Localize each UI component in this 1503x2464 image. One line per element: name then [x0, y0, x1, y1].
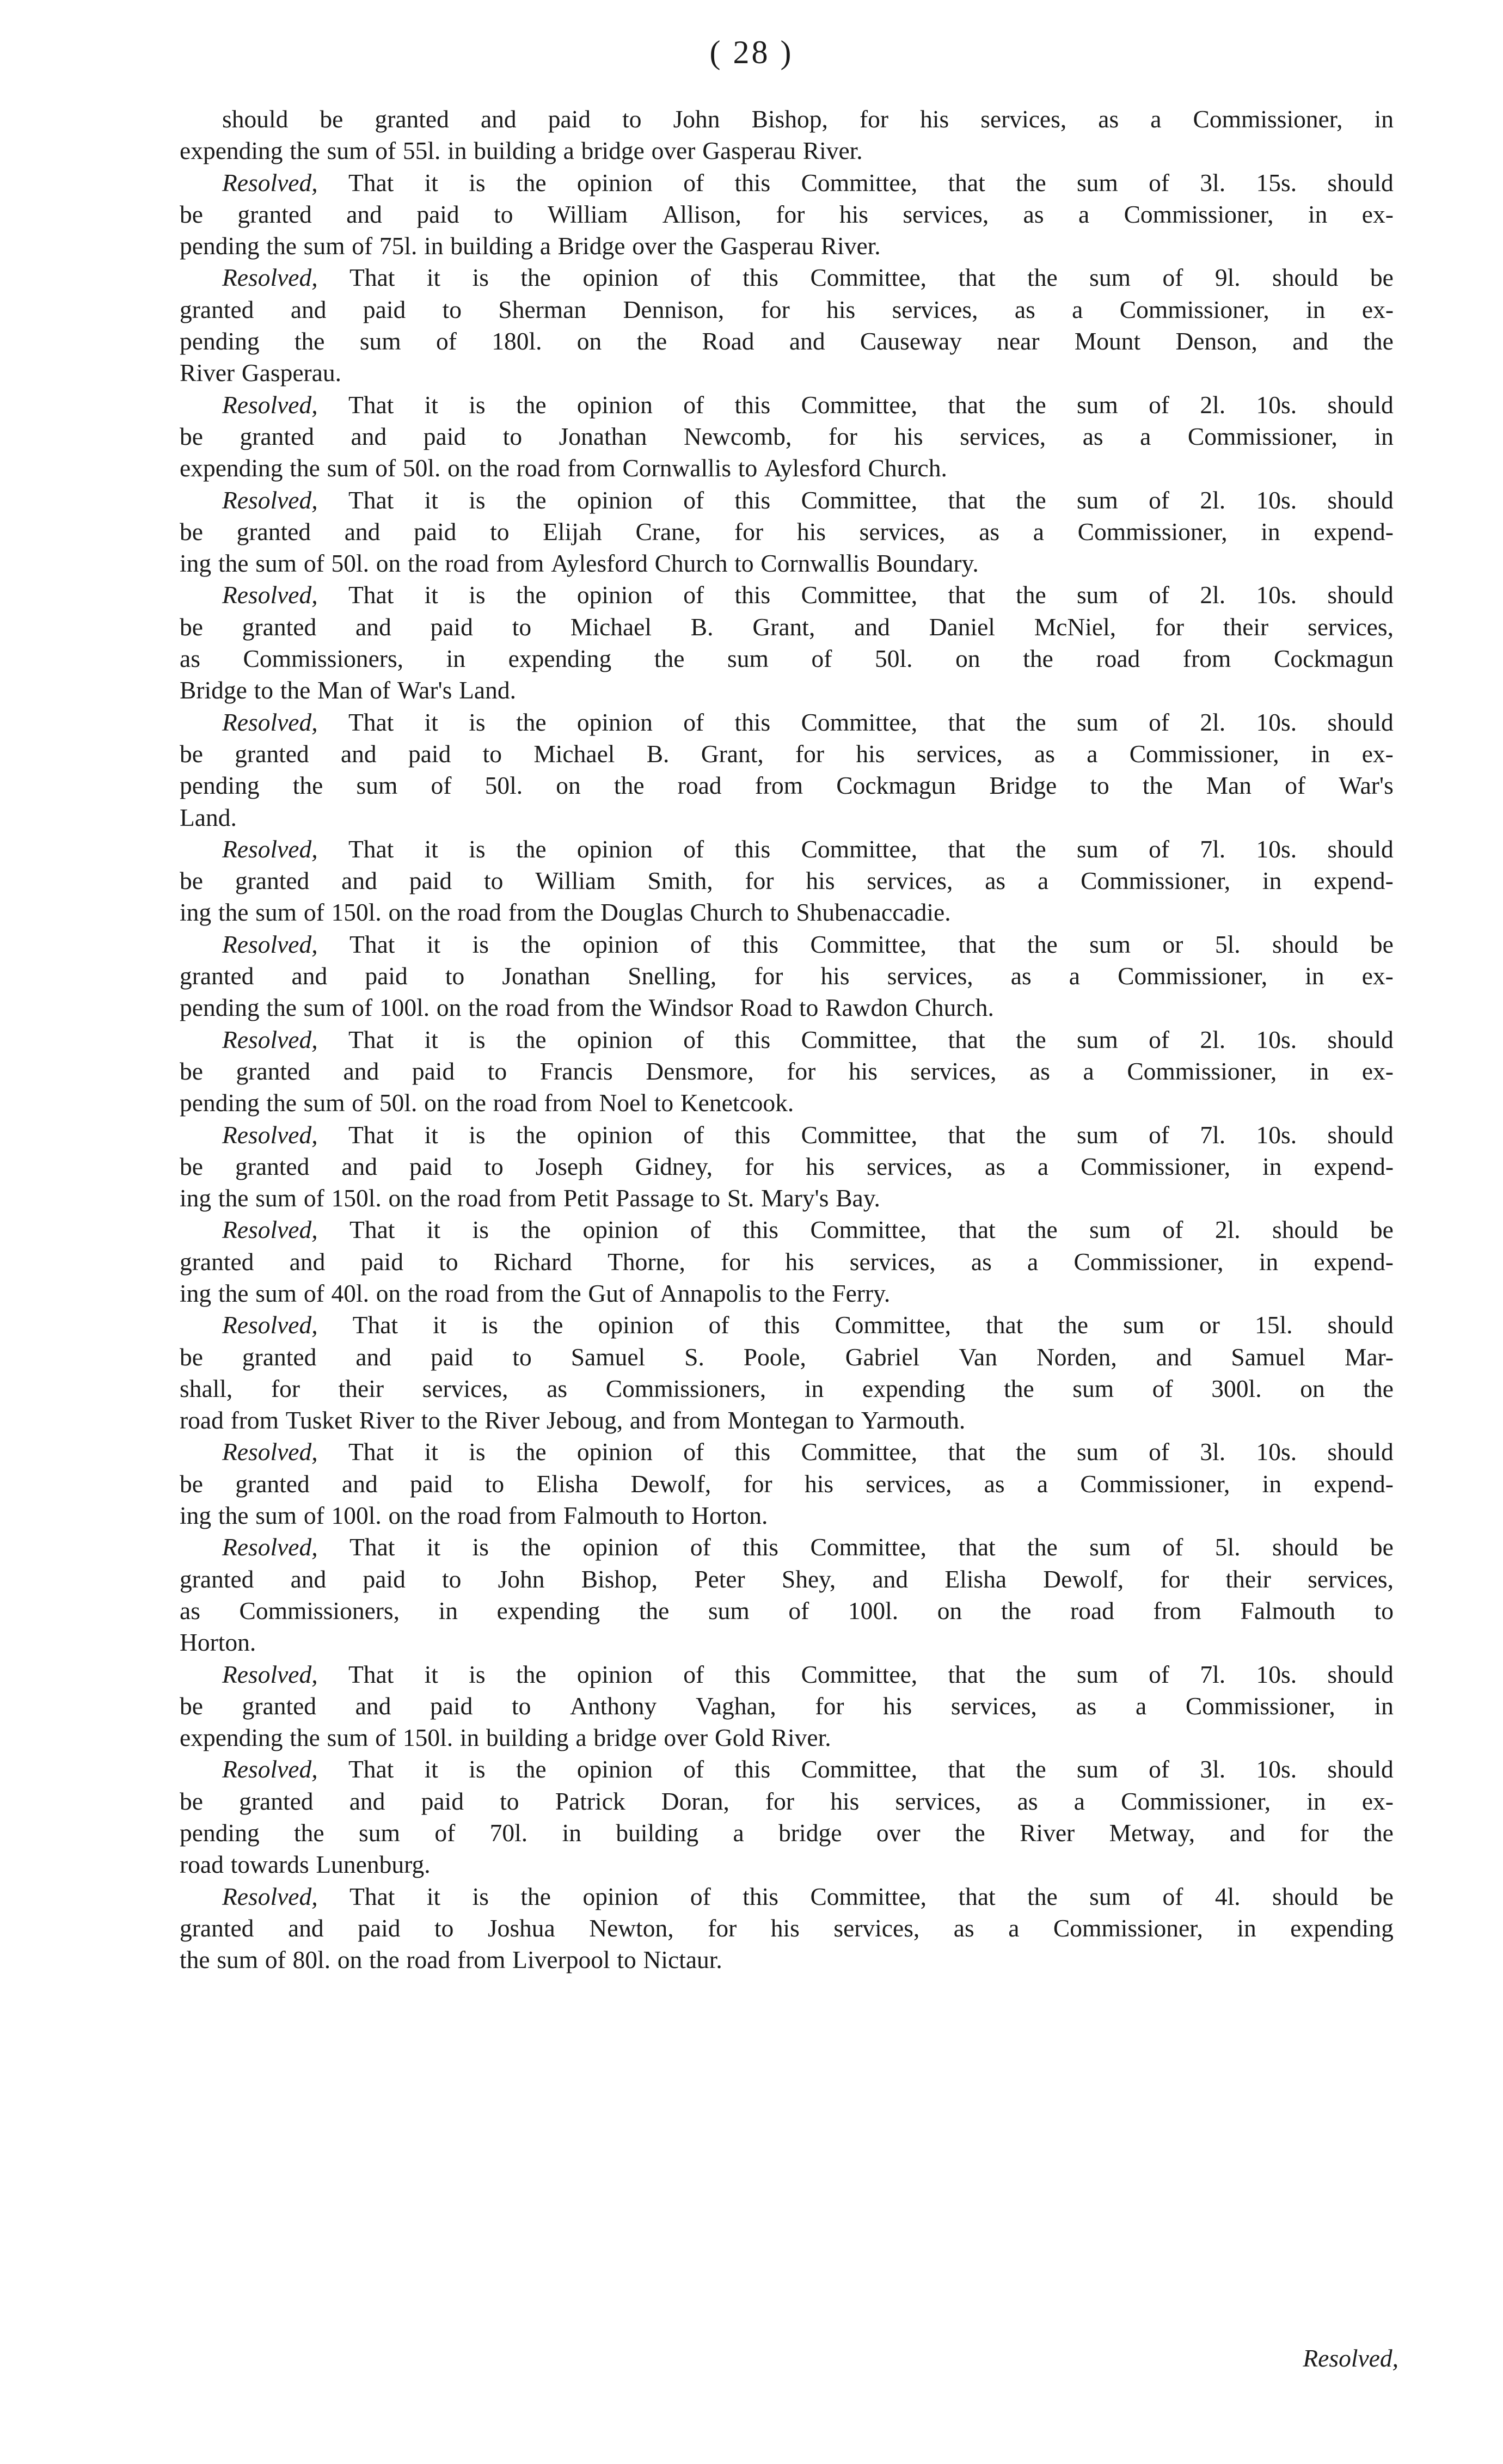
text-line: be granted and paid to Francis Densmore, for his services, as a Commissioner, in ex-: [180, 1057, 1394, 1085]
text-line: granted and paid to John Bishop, Peter Shey, and Elisha Dewolf, for their services,: [180, 1565, 1394, 1593]
text-line: be granted and paid to Anthony Vaghan, for his services, as a Commissioner, in: [180, 1691, 1394, 1720]
text-line: as Commissioners, in expending the sum of 50l. on the road from Cockmagun: [180, 645, 1394, 673]
text-line: road from Tusket River to the River Jeboug, and from Montegan to Yarmouth.: [180, 1406, 966, 1435]
text-line: the sum of 80l. on the road from Liverpool to Nictaur.: [180, 1946, 722, 1974]
resolution-paragraph: [180, 1119, 1394, 1215]
text-line: Resolved, That it is the opinion of this Committee, that the sum of 7l. 10s. should: [222, 1660, 1394, 1688]
text-line: road towards Lunenburg.: [180, 1850, 431, 1879]
resolution-paragraph: [180, 707, 1394, 833]
text-line: Resolved, That it is the opinion of this Committee, that the sum of 3l. 15s. should: [222, 168, 1394, 197]
text-line: Resolved, That it is the opinion of this Committee, that the sum of 9l. should be: [222, 263, 1394, 292]
text-line: Horton.: [180, 1628, 256, 1657]
text-line: ing the sum of 40l. on the road from the Gut of Annapolis to the Ferry.: [180, 1279, 891, 1307]
resolution-paragraph: [180, 103, 1394, 167]
text-line: ing the sum of 150l. on the road from the Douglas Church to Shubenaccadie.: [180, 898, 951, 927]
text-line: Resolved, That it is the opinion of this Committee, that the sum or 5l. should be: [222, 930, 1394, 958]
text-line: Resolved, That it is the opinion of this Committee, that the sum of 2l. should be: [222, 1216, 1394, 1244]
text-line: be granted and paid to Samuel S. Poole, Gabriel Van Norden, and Samuel Mar-: [180, 1343, 1394, 1371]
text-line: be granted and paid to Michael B. Grant, for his services, as a Commissioner, in ex-: [180, 739, 1394, 768]
text-line: granted and paid to Richard Thorne, for his services, as a Commissioner, in expend-: [180, 1247, 1394, 1276]
resolution-paragraph: [180, 929, 1394, 1024]
text-line: pending the sum of 75l. in building a Bridge over the Gasperau River.: [180, 232, 881, 260]
text-line: be granted and paid to William Smith, for his services, as a Commissioner, in expend-: [180, 867, 1394, 895]
resolution-paragraph: [180, 1659, 1394, 1754]
text-line: Land.: [180, 803, 237, 831]
resolution-paragraph: [180, 1531, 1394, 1658]
text-line: Resolved, That it is the opinion of this Committee, that the sum of 7l. 10s. should: [222, 1120, 1394, 1149]
page-number: ( 28 ): [709, 34, 794, 70]
resolution-paragraph: [180, 1436, 1394, 1531]
text-line: expending the sum of 150l. in building a bridge over Gold River.: [180, 1724, 831, 1752]
text-line: Resolved, That it is the opinion of this Committee, that the sum of 3l. 10s. should: [222, 1755, 1394, 1783]
text-line: pending the sum of 180l. on the Road and Causeway near Mount Denson, and the: [180, 327, 1394, 355]
text-line: pending the sum of 50l. on the road from Cockmagun Bridge to the Man of War's: [180, 771, 1394, 800]
text-line: pending the sum of 70l. in building a bridge over the River Metway, and for the: [180, 1819, 1394, 1847]
text-line: expending the sum of 50l. on the road from Cornwallis to Aylesford Church.: [180, 454, 947, 482]
text-line: ing the sum of 50l. on the road from Aylesford Church to Cornwallis Boundary.: [180, 549, 979, 578]
text-line: Resolved, That it is the opinion of this Committee, that the sum of 3l. 10s. should: [222, 1438, 1394, 1466]
text-line: be granted and paid to Joseph Gidney, for his services, as a Commissioner, in expend-: [180, 1152, 1394, 1180]
resolution-paragraph: [180, 833, 1394, 929]
text-line: be granted and paid to William Allison, for his services, as a Commissioner, in ex-: [180, 200, 1394, 228]
resolution-paragraph: [180, 167, 1394, 262]
text-line: be granted and paid to Michael B. Grant, and Daniel McNiel, for their services,: [180, 612, 1394, 641]
text-line: expending the sum of 55l. in building a bridge over Gasperau River.: [180, 137, 863, 165]
text-line: ing the sum of 100l. on the road from Falmouth to Horton.: [180, 1501, 768, 1530]
text-line: shall, for their services, as Commissioners, in expending the sum of 300l. on the: [180, 1374, 1394, 1402]
text-line: Bridge to the Man of War's Land.: [180, 676, 516, 704]
text-line: granted and paid to Jonathan Snelling, for his services, as a Commissioner, in ex-: [180, 962, 1394, 990]
resolution-paragraph: [180, 262, 1394, 389]
text-line: be granted and paid to Jonathan Newcomb, for his services, as a Commissioner, in: [180, 422, 1394, 450]
text-line: Resolved, That it is the opinion of this Committee, that the sum of 2l. 10s. should: [222, 390, 1394, 419]
text-line: be granted and paid to Patrick Doran, for his services, as a Commissioner, in ex-: [180, 1787, 1394, 1815]
resolution-paragraph: [180, 485, 1394, 580]
text-line: granted and paid to Sherman Dennison, for his services, as a Commissioner, in ex-: [180, 295, 1394, 323]
resolution-paragraph: [180, 579, 1394, 706]
text-line: should be granted and paid to John Bishop, for his services, as a Commissioner, in: [222, 105, 1394, 133]
text-line: Resolved, That it is the opinion of this Committee, that the sum of 2l. 10s. should: [222, 581, 1394, 609]
text-line: ing the sum of 150l. on the road from Petit Passage to St. Mary's Bay.: [180, 1184, 880, 1212]
text-line: granted and paid to Joshua Newton, for his services, as a Commissioner, in expending: [180, 1914, 1394, 1942]
text-line: be granted and paid to Elijah Crane, for his services, as a Commissioner, in expend-: [180, 517, 1394, 545]
resolution-paragraph: [180, 1309, 1394, 1436]
text-line: Resolved, That it is the opinion of this Committee, that the sum or 15l. should: [222, 1311, 1394, 1339]
text-line: Resolved, That it is the opinion of this Committee, that the sum of 2l. 10s. should: [222, 1025, 1394, 1053]
resolutions-text: [180, 103, 1394, 1976]
text-line: pending the sum of 50l. on the road from Noel to Kenetcook.: [180, 1089, 794, 1117]
text-line: be granted and paid to Elisha Dewolf, for his services, as a Commissioner, in expend-: [180, 1469, 1394, 1498]
resolution-paragraph: [180, 389, 1394, 485]
text-line: River Gasperau.: [180, 359, 342, 387]
resolution-paragraph: [180, 1214, 1394, 1309]
catchword: Resolved,: [1303, 2344, 1398, 2372]
text-line: Resolved, That it is the opinion of this Committee, that the sum of 4l. should be: [222, 1882, 1394, 1910]
text-line: Resolved, That it is the opinion of this Committee, that the sum of 7l. 10s. should: [222, 835, 1394, 863]
text-line: Resolved, That it is the opinion of this Committee, that the sum of 2l. 10s. should: [222, 708, 1394, 736]
text-line: as Commissioners, in expending the sum of 100l. on the road from Falmouth to: [180, 1596, 1394, 1625]
resolution-paragraph: [180, 1881, 1394, 1976]
text-line: pending the sum of 100l. on the road from the Windsor Road to Rawdon Church.: [180, 994, 994, 1022]
text-line: Resolved, That it is the opinion of this Committee, that the sum of 2l. 10s. should: [222, 486, 1394, 514]
resolution-paragraph: [180, 1024, 1394, 1119]
resolution-paragraph: [180, 1754, 1394, 1880]
text-line: Resolved, That it is the opinion of this Committee, that the sum of 5l. should be: [222, 1533, 1394, 1561]
